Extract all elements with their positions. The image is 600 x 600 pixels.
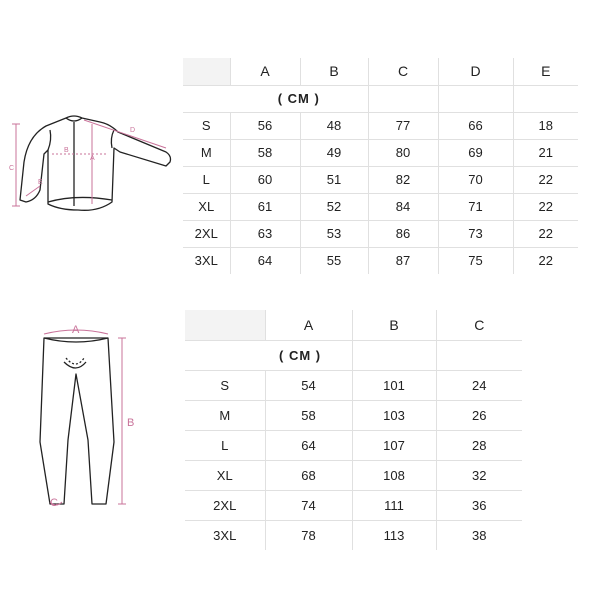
cell: 54 (265, 370, 352, 400)
table-row (185, 460, 522, 490)
pants-label-b: B (127, 417, 135, 429)
cell: 82 (368, 166, 438, 193)
table-row (185, 520, 522, 550)
cell: 55 (300, 247, 368, 274)
cell: 64 (230, 247, 300, 274)
jacket-label-e: E (38, 179, 43, 186)
table-row (185, 430, 522, 460)
cell: 86 (368, 220, 438, 247)
cell: 22 (513, 247, 578, 274)
table-row (185, 400, 522, 430)
table-row (183, 220, 578, 247)
cell: 73 (438, 220, 513, 247)
cell: 113 (352, 520, 436, 550)
table-row (185, 490, 522, 520)
jacket-header-row (183, 58, 578, 85)
jacket-label-a: A (90, 155, 95, 162)
jacket-col-e: E (513, 58, 578, 85)
table-row (183, 112, 578, 139)
size-label: 2XL (185, 490, 265, 520)
cell: 108 (352, 460, 436, 490)
cell: 53 (300, 220, 368, 247)
cell: 107 (352, 430, 436, 460)
cell: 58 (265, 400, 352, 430)
table-row (183, 166, 578, 193)
jacket-outline (20, 116, 171, 210)
jacket-unit-label: ( CM ) (230, 85, 368, 112)
cell: 84 (368, 193, 438, 220)
cell: 71 (438, 193, 513, 220)
cell: 22 (513, 220, 578, 247)
cell: 75 (438, 247, 513, 274)
table-row (185, 370, 522, 400)
table-row (183, 139, 578, 166)
jacket-diagram (6, 110, 181, 230)
jacket-unit-row (183, 85, 578, 112)
cell: 18 (513, 112, 578, 139)
jacket-col-c: C (368, 58, 438, 85)
cell: 61 (230, 193, 300, 220)
size-label: 2XL (183, 220, 230, 247)
cell: 21 (513, 139, 578, 166)
cell: 64 (265, 430, 352, 460)
jacket-label-c: C (9, 165, 15, 172)
cell: 51 (300, 166, 368, 193)
pants-unit-row (185, 340, 522, 370)
cell: 32 (436, 460, 522, 490)
cell: 74 (265, 490, 352, 520)
cell: 78 (265, 520, 352, 550)
size-label: XL (183, 193, 230, 220)
pants-label-c: C (50, 497, 58, 509)
cell: 111 (352, 490, 436, 520)
cell: 63 (230, 220, 300, 247)
pants-unit-label: ( CM ) (265, 340, 352, 370)
size-label: 3XL (183, 247, 230, 274)
table-row (183, 193, 578, 220)
cell: 28 (436, 430, 522, 460)
size-label: XL (185, 460, 265, 490)
jacket-col-a: A (230, 58, 300, 85)
cell: 24 (436, 370, 522, 400)
cell: 70 (438, 166, 513, 193)
cell: 48 (300, 112, 368, 139)
size-label: M (183, 139, 230, 166)
jacket-col-d: D (438, 58, 513, 85)
cell: 49 (300, 139, 368, 166)
size-label: M (185, 400, 265, 430)
pants-col-a: A (265, 310, 352, 340)
size-label: L (183, 166, 230, 193)
cell: 69 (438, 139, 513, 166)
size-label: 3XL (185, 520, 265, 550)
size-label: S (185, 370, 265, 400)
cell: 38 (436, 520, 522, 550)
jacket-label-d: D (130, 127, 136, 134)
cell: 87 (368, 247, 438, 274)
pants-col-b: B (352, 310, 436, 340)
pants-outline (40, 338, 114, 504)
pants-col-c: C (436, 310, 522, 340)
cell: 68 (265, 460, 352, 490)
size-label: S (183, 112, 230, 139)
table-row (183, 247, 578, 274)
cell: 80 (368, 139, 438, 166)
cell: 58 (230, 139, 300, 166)
cell: 52 (300, 193, 368, 220)
size-label: L (185, 430, 265, 460)
cell: 103 (352, 400, 436, 430)
pants-size-table (185, 310, 522, 550)
jacket-size-table (183, 58, 578, 274)
pants-diagram (30, 322, 140, 512)
cell: 101 (352, 370, 436, 400)
jacket-label-b: B (64, 147, 69, 154)
cell: 22 (513, 193, 578, 220)
cell: 26 (436, 400, 522, 430)
cell: 66 (438, 112, 513, 139)
cell: 36 (436, 490, 522, 520)
pants-header-row (185, 310, 522, 340)
cell: 77 (368, 112, 438, 139)
cell: 22 (513, 166, 578, 193)
pants-label-a: A (72, 324, 80, 336)
jacket-col-b: B (300, 58, 368, 85)
cell: 56 (230, 112, 300, 139)
cell: 60 (230, 166, 300, 193)
